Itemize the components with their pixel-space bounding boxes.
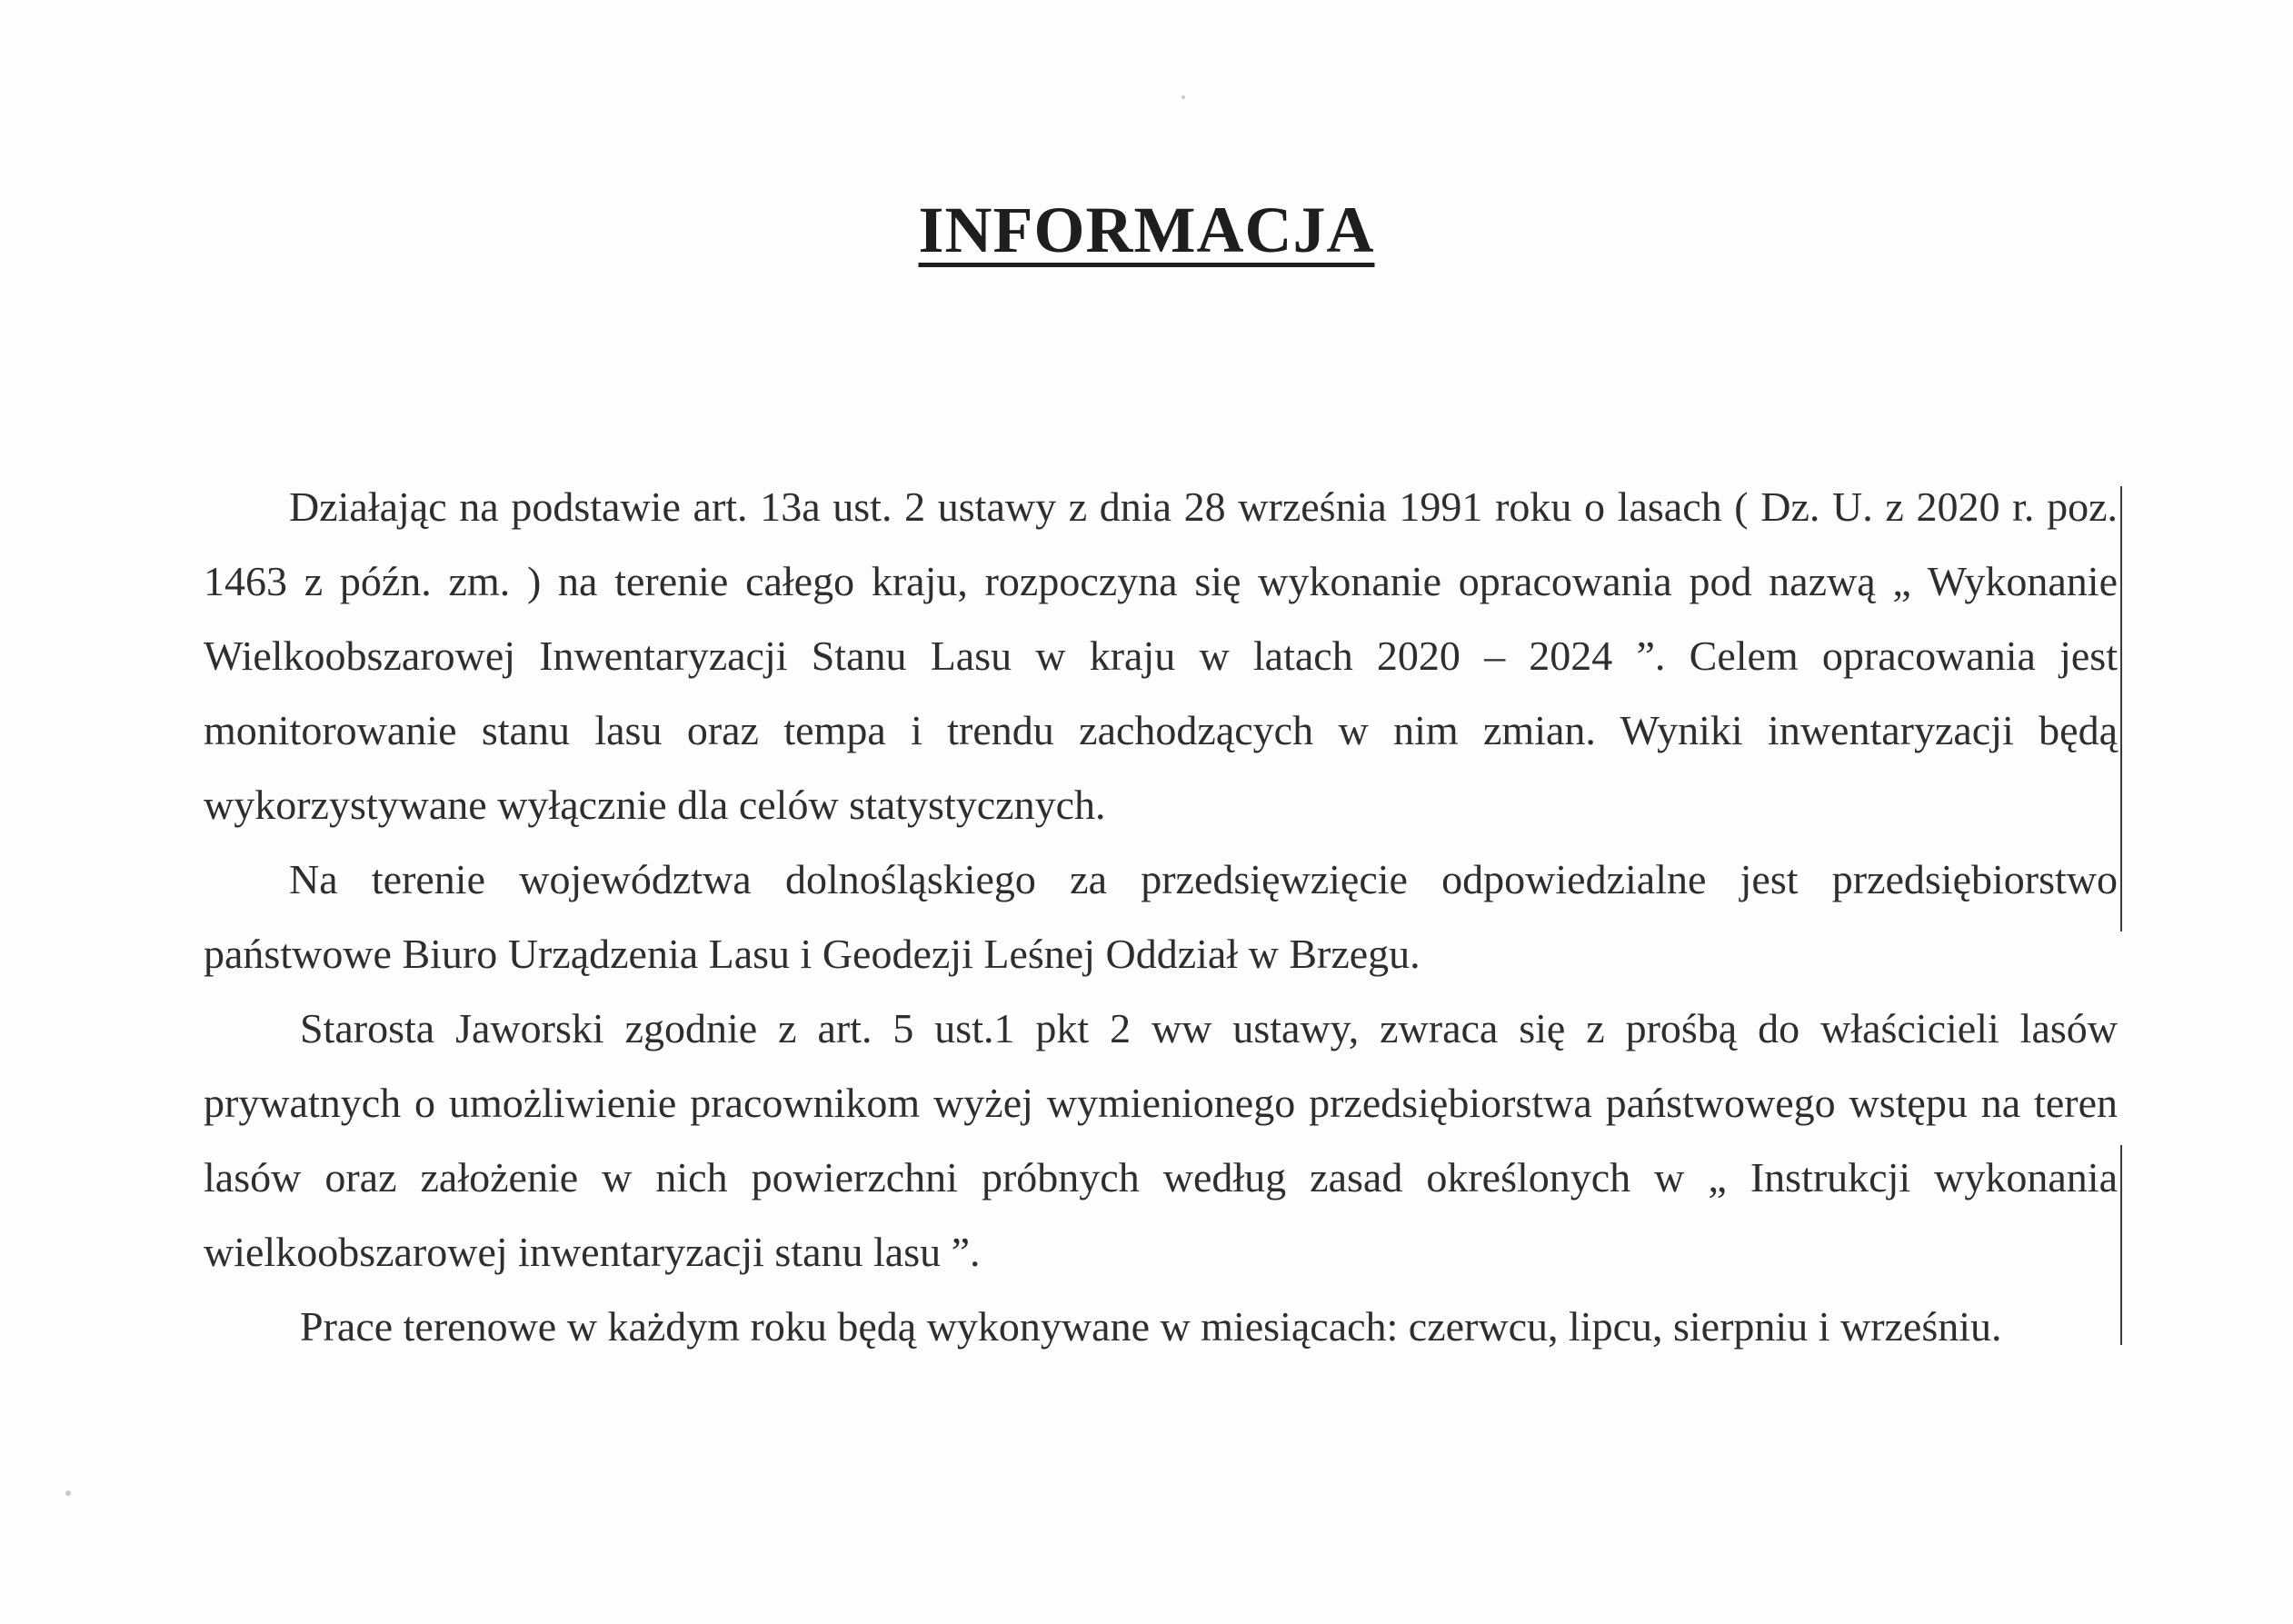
document-body	[204, 470, 2118, 1364]
scan-margin-line	[2120, 486, 2122, 932]
scan-speck	[1181, 95, 1185, 99]
document-title	[0, 189, 2293, 271]
document-title-text: INFORMACJA	[918, 194, 1375, 266]
paragraph-legal-basis: Działając na podstawie art. 13a ust. 2 ustawy z dnia 28 września 1991 roku o lasach ( Dz. U. z 2020 r. poz. 1463 z późn. zm. ) na terenie całego kraju, rozpoczyna się wykonanie opracowania pod nazwą „ Wykonanie Wielkoobszarowej Inwentaryzacji Stanu Lasu w kraju w latach 2020 – 2024 ”. Celem opracowania jest monitorowanie stanu lasu oraz tempa i trendu zachodzących w nim zmian. Wyniki inwentaryzacji będą wykorzystywane wyłącznie dla celów statystycznych.	[204, 483, 2118, 828]
paragraph-responsible-entity: Na terenie województwa dolnośląskiego za przedsięwzięcie odpowiedzialne jest przedsiębiorstwo państwowe Biuro Urządzenia Lasu i Geodezji Leśnej Oddział w Brzegu.	[204, 856, 2118, 977]
scan-margin-line	[2120, 1145, 2122, 1345]
scan-speck	[65, 1490, 71, 1496]
paragraph-fieldwork-months: Prace terenowe w każdym roku będą wykonywane w miesiącach: czerwcu, lipcu, sierpniu i wrześniu.	[300, 1303, 2002, 1350]
paragraph-request: Starosta Jaworski zgodnie z art. 5 ust.1 pkt 2 ww ustawy, zwraca się z prośbą do właścicieli lasów prywatnych o umożliwienie pracownikom wyżej wymienionego przedsiębiorstwa państwowego wstępu na teren lasów oraz założenie w nich powierzchni próbnych według zasad określonych w „ Instrukcji wykonania wielkoobszarowej inwentaryzacji stanu lasu ”.	[204, 1005, 2118, 1275]
